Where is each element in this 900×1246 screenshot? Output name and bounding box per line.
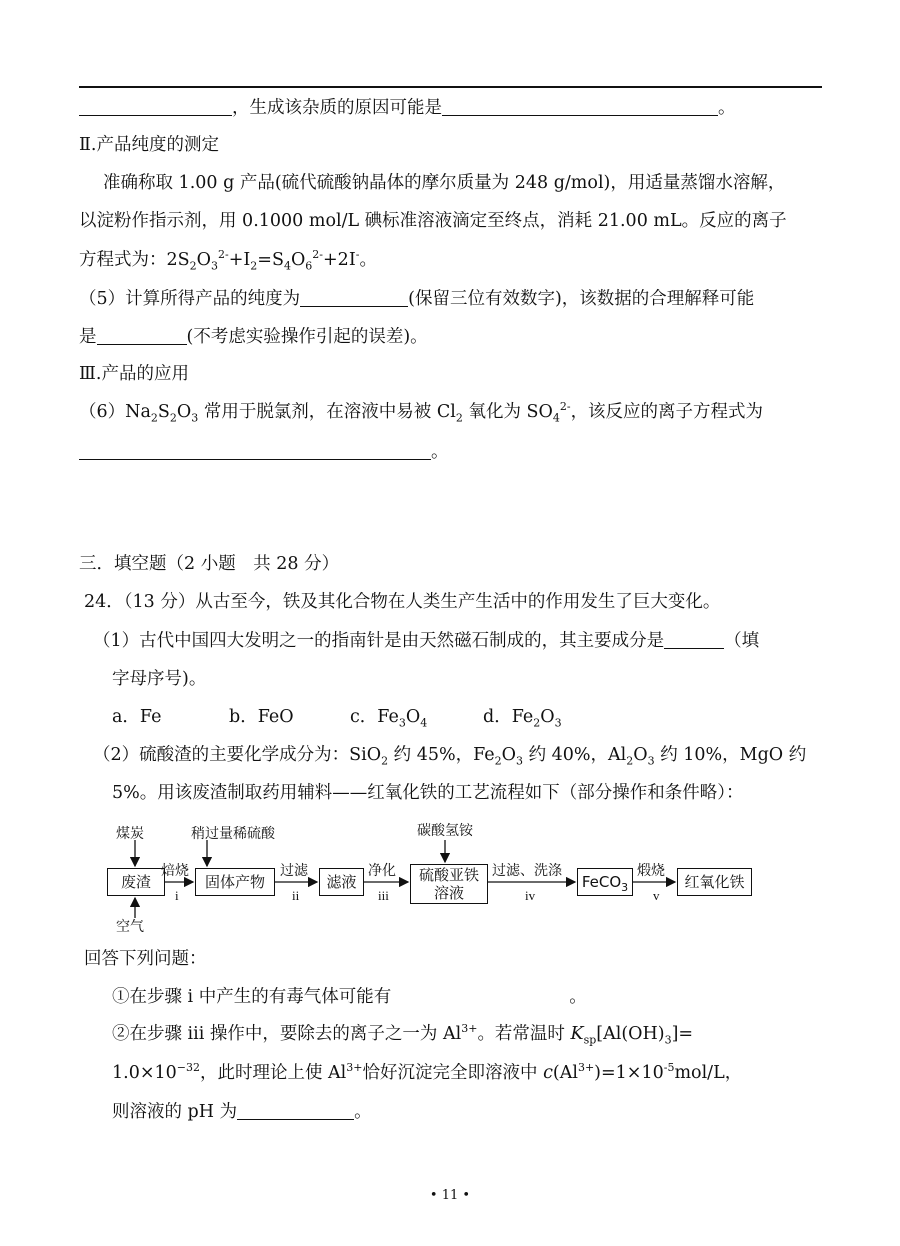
answer-blank[interactable]: [442, 99, 718, 116]
question-5: （5）计算所得产品的纯度为 (保留三位有效数字)，该数据的合理解释可能: [79, 289, 755, 309]
box-red-iron-oxide: 红氧化铁: [677, 868, 752, 896]
option-c: c．$Fe_3O_4$: [350, 707, 428, 730]
sub-question-2-answer: 则溶液的 pH 为 。: [112, 1102, 372, 1122]
answer-blank[interactable]: [79, 443, 431, 460]
section-ii-title: Ⅱ.产品纯度的测定: [79, 135, 219, 155]
step-i: i: [175, 888, 179, 903]
paragraph-line: 准确称取 1.00 g 产品(硫代硫酸钠晶体的摩尔质量为 248 g/mol)，用适量蒸馏水溶解，: [103, 173, 786, 193]
line-impurity: ，生成该杂质的原因可能是 。: [79, 99, 736, 118]
answer-title: 回答下列问题：: [84, 949, 207, 969]
op-roast: 焙烧: [161, 863, 189, 879]
sub-question-2: ②在步骤 iii 操作中，要除去的离子之一为 $Al^{3+}$。若常温时 $K_{sp}[Al(OH)_3]=$: [112, 1022, 694, 1047]
part-three-title: 三．填空题（2 小题 共 28 分）: [79, 554, 340, 574]
answer-blank[interactable]: [97, 328, 187, 345]
answer-blank[interactable]: [300, 290, 408, 307]
option-d: d．$Fe_2O_3$: [483, 707, 562, 730]
reaction-equation: 方程式为：$2S_2O_3^{2-}+I_2=S_4O_6^{2-}+2I^-$。: [79, 248, 377, 273]
input-ammonium: 碳酸氢铵: [417, 823, 473, 839]
question-6-answer: 。: [79, 443, 449, 462]
box-solid-product: 固体产物: [195, 868, 275, 896]
step-iv: iv: [525, 888, 536, 903]
step-ii: ii: [292, 888, 300, 903]
op-filter: 过滤: [280, 863, 308, 879]
input-coal: 煤炭: [116, 826, 144, 842]
option-b: b．FeO: [229, 707, 294, 727]
box-ferrous-sulfate-solution: 硫酸亚铁 溶液: [410, 864, 488, 904]
question-5-cont: 是 (不考虑实验操作引起的误差)。: [79, 327, 428, 347]
question-24-2: （2）硫酸渣的主要化学成分为：SiO$_2$ 约 45%，$Fe_2O_3$ 约 40%，$Al_2O_3$ 约 10%，MgO 约: [93, 745, 807, 768]
process-flow-diagram: [100, 818, 770, 933]
input-acid: 稍过量稀硫酸: [191, 826, 275, 842]
top-rule: [79, 86, 822, 88]
answer-blank[interactable]: [79, 99, 232, 116]
answer-blank[interactable]: [237, 1103, 354, 1120]
question-24: 24．（13 分）从古至今，铁及其化合物在人类生产生活中的作用发生了巨大变化。: [84, 592, 721, 612]
step-v: v: [653, 888, 660, 903]
box-waste-slag: 废渣: [107, 868, 165, 896]
question-6: $(6)Na_2S_2O_3$ 常用于脱氯剂，在溶液中易被 $Cl_2$ 氧化为 $SO_4^{2-}$，该反应的离子方程式为: [79, 400, 764, 425]
paragraph-line: 以淀粉作指示剂，用 0.1000 mol/L 碘标准溶液滴定至终点，消耗 21.00 mL。反应的离子: [79, 211, 787, 231]
option-a: a．Fe: [112, 707, 162, 727]
op-purify: 净化: [368, 863, 396, 879]
page-number: • 11 •: [429, 1188, 471, 1203]
sub-question-2-cont: $1.0\times 10^{-32}$，此时理论上使 $Al^{3+}$恰好沉淀完全即溶液中 $c(Al^{3+})=1\times 10^{-5}mol/L$，: [112, 1061, 743, 1083]
question-24-1-cont: 字母序号)。: [112, 669, 207, 689]
sub-question-1: ①在步骤 i 中产生的有毒气体可能有 。: [112, 987, 587, 1007]
op-filter-wash: 过滤、洗涤: [492, 863, 562, 879]
box-filtrate: 滤液: [319, 868, 364, 896]
answer-blank[interactable]: [664, 632, 724, 649]
op-calcine: 煅烧: [637, 863, 665, 879]
step-iii: iii: [378, 888, 389, 903]
question-24-1: （1）古代中国四大发明之一的指南针是由天然磁石制成的，其主要成分是 （填: [93, 631, 760, 651]
question-24-2-cont: 5%。用该废渣制取药用辅料——红氧化铁的工艺流程如下（部分操作和条件略）：: [112, 783, 744, 803]
section-iii-title: Ⅲ.产品的应用: [79, 364, 189, 384]
input-air: 空气: [116, 919, 144, 935]
box-feco3: FeCO$_3$: [577, 868, 633, 896]
